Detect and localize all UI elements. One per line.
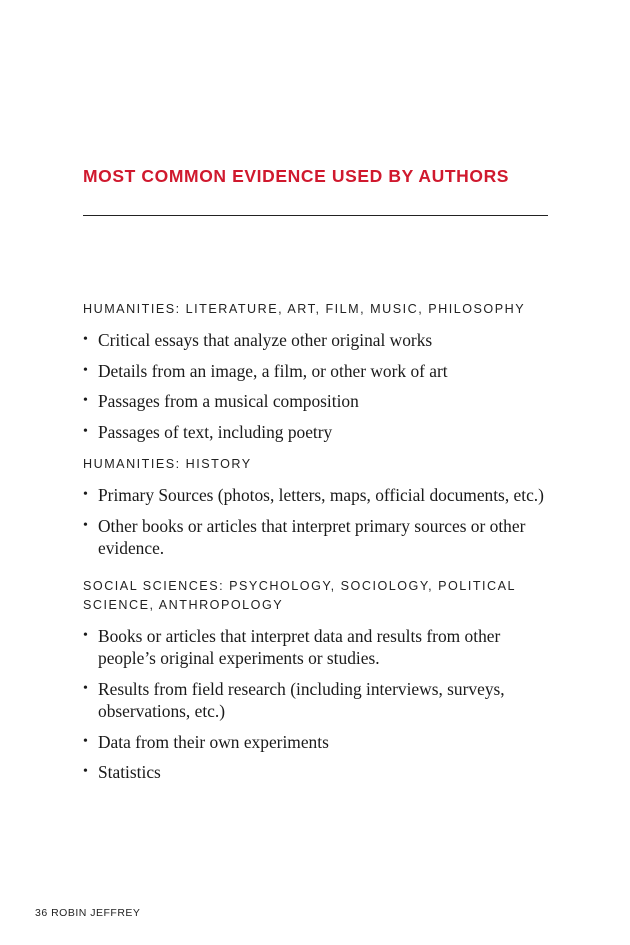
page-footer: 36 ROBIN JEFFREY	[35, 907, 141, 919]
bullet-icon: •	[83, 733, 88, 749]
page-title: MOST COMMON EVIDENCE USED BY AUTHORS	[83, 166, 510, 186]
list-humanities-history	[83, 484, 553, 560]
list-item	[83, 329, 553, 352]
list-item	[83, 515, 553, 560]
list-item	[83, 360, 553, 383]
list-item-text: Results from field research (including interviews, surveys, observations, etc.)	[98, 678, 505, 721]
list-item	[83, 484, 553, 507]
list-item	[83, 678, 553, 723]
list-item	[83, 731, 553, 754]
list-humanities-literature	[83, 329, 553, 443]
bullet-icon: •	[83, 393, 88, 408]
bullet-icon: •	[83, 517, 88, 533]
list-item-text: Data from their own experiments	[98, 731, 329, 752]
section-heading-humanities-literature: HUMANITIES: LITERATURE, ART, FILM, MUSIC, PHILOSOPHY	[83, 302, 526, 316]
list-item-text: Critical essays that analyze other original works	[98, 330, 433, 350]
list-item-text: Statistics	[98, 762, 161, 782]
list-item-text: Books or articles that interpret data and results from other people’s original experiments or studies.	[98, 625, 501, 668]
list-item-text: Passages of text, including poetry	[98, 421, 333, 442]
list-item-text: Details from an image, a film, or other work of art	[98, 360, 448, 381]
list-item	[83, 421, 553, 444]
list-social-sciences	[83, 625, 553, 784]
list-item	[83, 390, 553, 413]
list-item	[83, 625, 553, 670]
list-item-text: Passages from a musical composition	[98, 391, 359, 411]
list-item	[83, 761, 553, 784]
evidence-content	[83, 300, 553, 792]
list-item-text: Primary Sources (photos, letters, maps, official documents, etc.)	[98, 485, 544, 505]
bullet-icon: •	[83, 764, 88, 779]
section-heading-social-sciences: SOCIAL SCIENCES: PSYCHOLOGY, SOCIOLOGY, POLITICAL SCIENCE, ANTHROPOLOGY	[83, 578, 516, 612]
bullet-icon: •	[83, 680, 88, 696]
bullet-icon: •	[83, 487, 88, 502]
bullet-icon: •	[83, 332, 88, 347]
title-divider	[83, 215, 548, 216]
bullet-icon: •	[83, 362, 88, 378]
section-heading-humanities-history: HUMANITIES: HISTORY	[83, 457, 252, 471]
list-item-text: Other books or articles that interpret primary sources or other evidence.	[98, 515, 526, 558]
bullet-icon: •	[83, 423, 88, 439]
bullet-icon: •	[83, 627, 88, 643]
